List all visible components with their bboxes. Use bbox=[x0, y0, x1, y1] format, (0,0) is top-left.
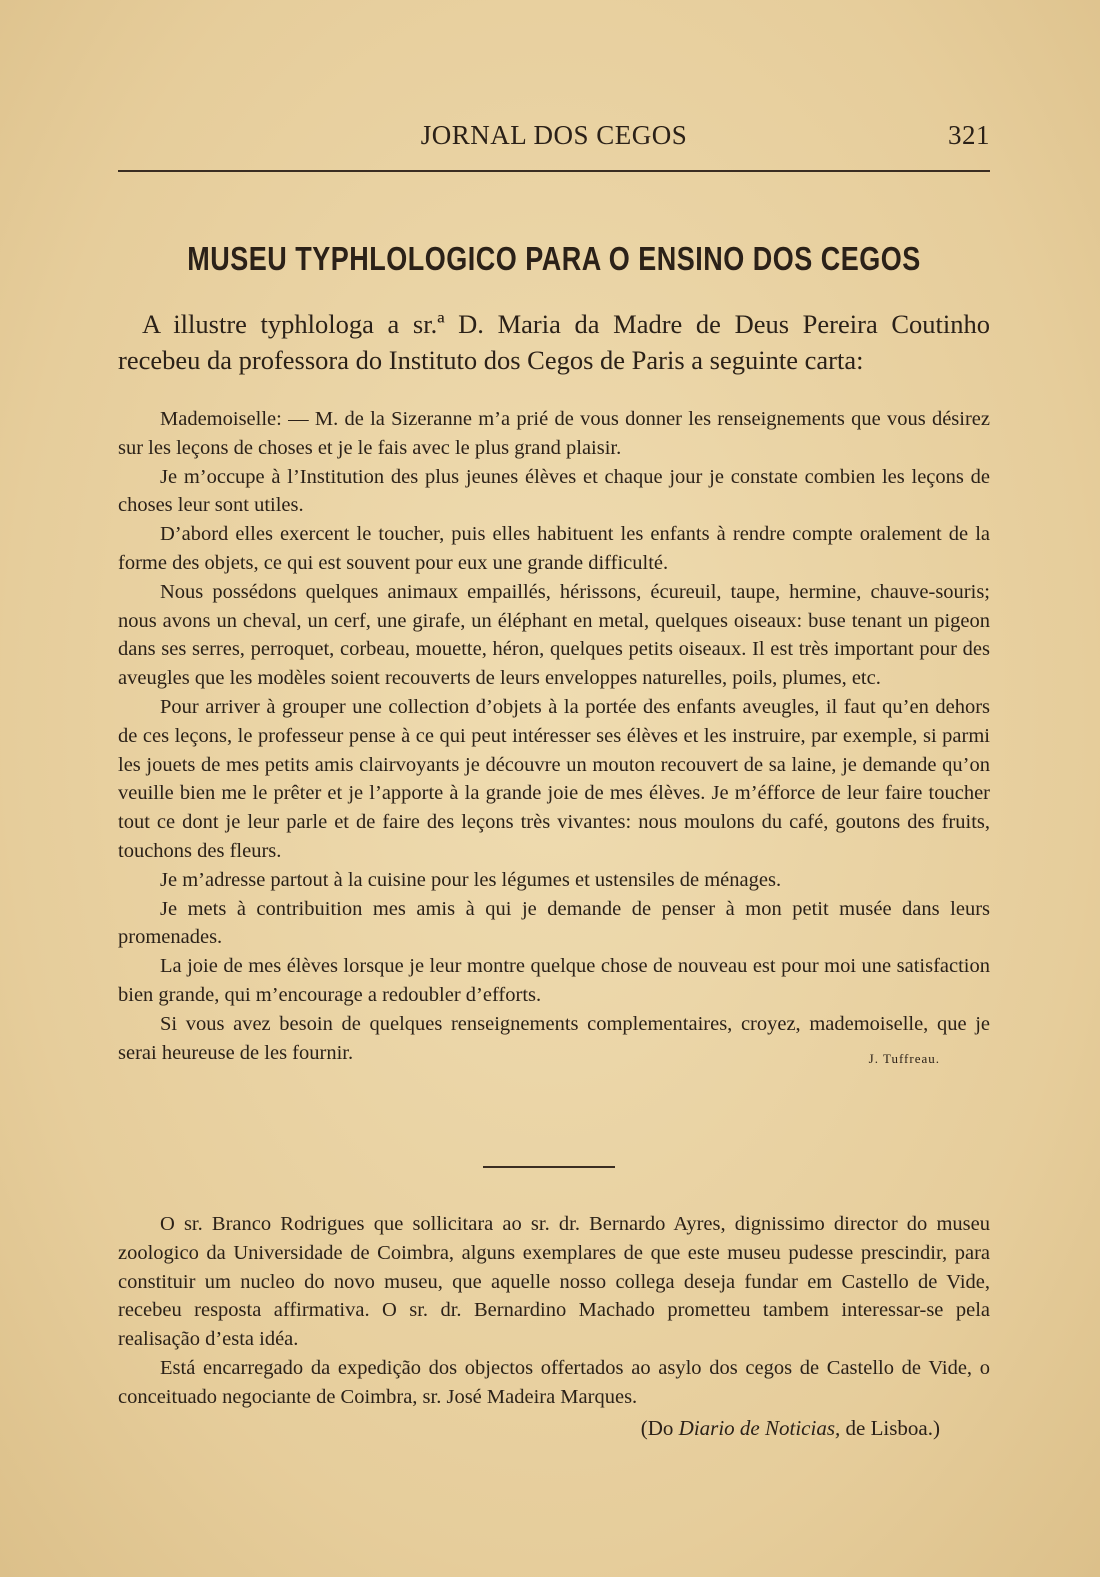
letter-paragraph: Nous possédons quelques animaux empaillés, hérissons, écureuil, taupe, hermine, chauve-souris; nous avons un cheval, un cerf, une girafe, un éléphant en metal, quelques oiseaux: buse tenant un pigeon dans ses serres, perroquet, corbeau, mouette, héron, quelques petits oiseaux. Il est très important pour des aveugles que les modèles soient recouverts de leurs enveloppes naturelles, poils, plumes, etc. bbox=[118, 580, 990, 690]
source-citation bbox=[641, 1416, 940, 1441]
article-paragraph: O sr. Branco Rodrigues que sollicitara ao sr. dr. Bernardo Ayres, dignissimo director do museu zoologico da Universidade de Coimbra, alguns exemplares de que este museu pudesse prescindir, para constituir um nucleo do novo museu, que aquelle nosso collega deseja fundar em Castello de Vide, recebeu resposta affirmativa. O sr. dr. Bernardino Machado prometteu tambem interessar-se pela realisação d’esta idéa. bbox=[118, 1213, 990, 1351]
source-prefix: (Do bbox=[640, 1416, 674, 1440]
letter-paragraph: D’abord elles exercent le toucher, puis elles habituent les enfants à rendre compte oralement de la forme des objets, ce qui est souvent pour eux une grande difficulté. bbox=[118, 523, 990, 574]
intro-text: A illustre typhlologa a sr.ª D. Maria da Madre de Deus Pereira Coutinho recebeu da professora do Instituto dos Cegos de Paris a seguinte carta: bbox=[118, 309, 990, 375]
letter-paragraph: Pour arriver à grouper une collection d’objets à la portée des enfants aveugles, il faut qu’en dehors de ces leçons, le professeur pense à ce qui peut intéresser ses élèves et les instruire, par exemple, si parmi les jouets de mes petits amis clairvoyants je découvre un mouton recouvert de sa laine, je demande qu’on veuille bien me le prêter et je l’apporte à la grande joie de mes élèves. Je m’éfforce de leur faire toucher tout ce dont je leur parle et de faire des leçons très vivantes: nous moulons du café, goutons des fruits, touchons des fleurs. bbox=[118, 695, 990, 862]
letter-paragraph: La joie de mes élèves lorsque je leur montre quelque chose de nouveau est pour moi une satisfaction bien grande, qui m’encourage a redoubler d’efforts. bbox=[118, 955, 990, 1006]
intro-paragraph bbox=[118, 306, 990, 378]
page-number: 321 bbox=[948, 120, 990, 150]
news-article bbox=[118, 1210, 990, 1412]
letter-closing: Si vous avez besoin de quelques renseignements complementaires, croyez, mademoiselle, que je serai heureuse de les fournir. bbox=[118, 1012, 990, 1064]
letter-signature: J. Tuffreau. bbox=[868, 1050, 940, 1066]
journal-title: JORNAL DOS CEGOS bbox=[420, 120, 688, 150]
letter-body bbox=[118, 405, 990, 1073]
letter-paragraph-last bbox=[118, 1010, 990, 1068]
header-rule bbox=[118, 170, 990, 172]
letter-paragraph: Je m’occupe à l’Institution des plus jeunes élèves et chaque jour je constate combien les leçons de choses leur sont utiles. bbox=[118, 465, 990, 517]
source-publication: Diario de Noticias, bbox=[678, 1416, 841, 1440]
section-divider bbox=[483, 1166, 615, 1168]
letter-paragraph: Je mets à contribuition mes amis à qui je demande de penser à mon petit musée dans leurs promenades. bbox=[118, 897, 990, 949]
letter-paragraph: Je m’adresse partout à la cuisine pour les légumes et ustensiles de ménages. bbox=[160, 868, 782, 891]
running-head bbox=[118, 120, 990, 156]
source-suffix: de Lisboa.) bbox=[845, 1416, 940, 1440]
letter-paragraph: Mademoiselle: — M. de la Sizeranne m’a prié de vous donner les renseignements que vous désirez sur les leçons de choses et je le fais avec le plus grand plaisir. bbox=[118, 408, 990, 459]
article-heading: MUSEU TYPHLOLOGICO PARA O ENSINO DOS CEGOS bbox=[187, 240, 921, 278]
article-paragraph: Está encarregado da expedição dos objectos offertados ao asylo dos cegos de Castello de Vide, o conceituado negociante de Coimbra, sr. José Madeira Marques. bbox=[118, 1356, 990, 1408]
